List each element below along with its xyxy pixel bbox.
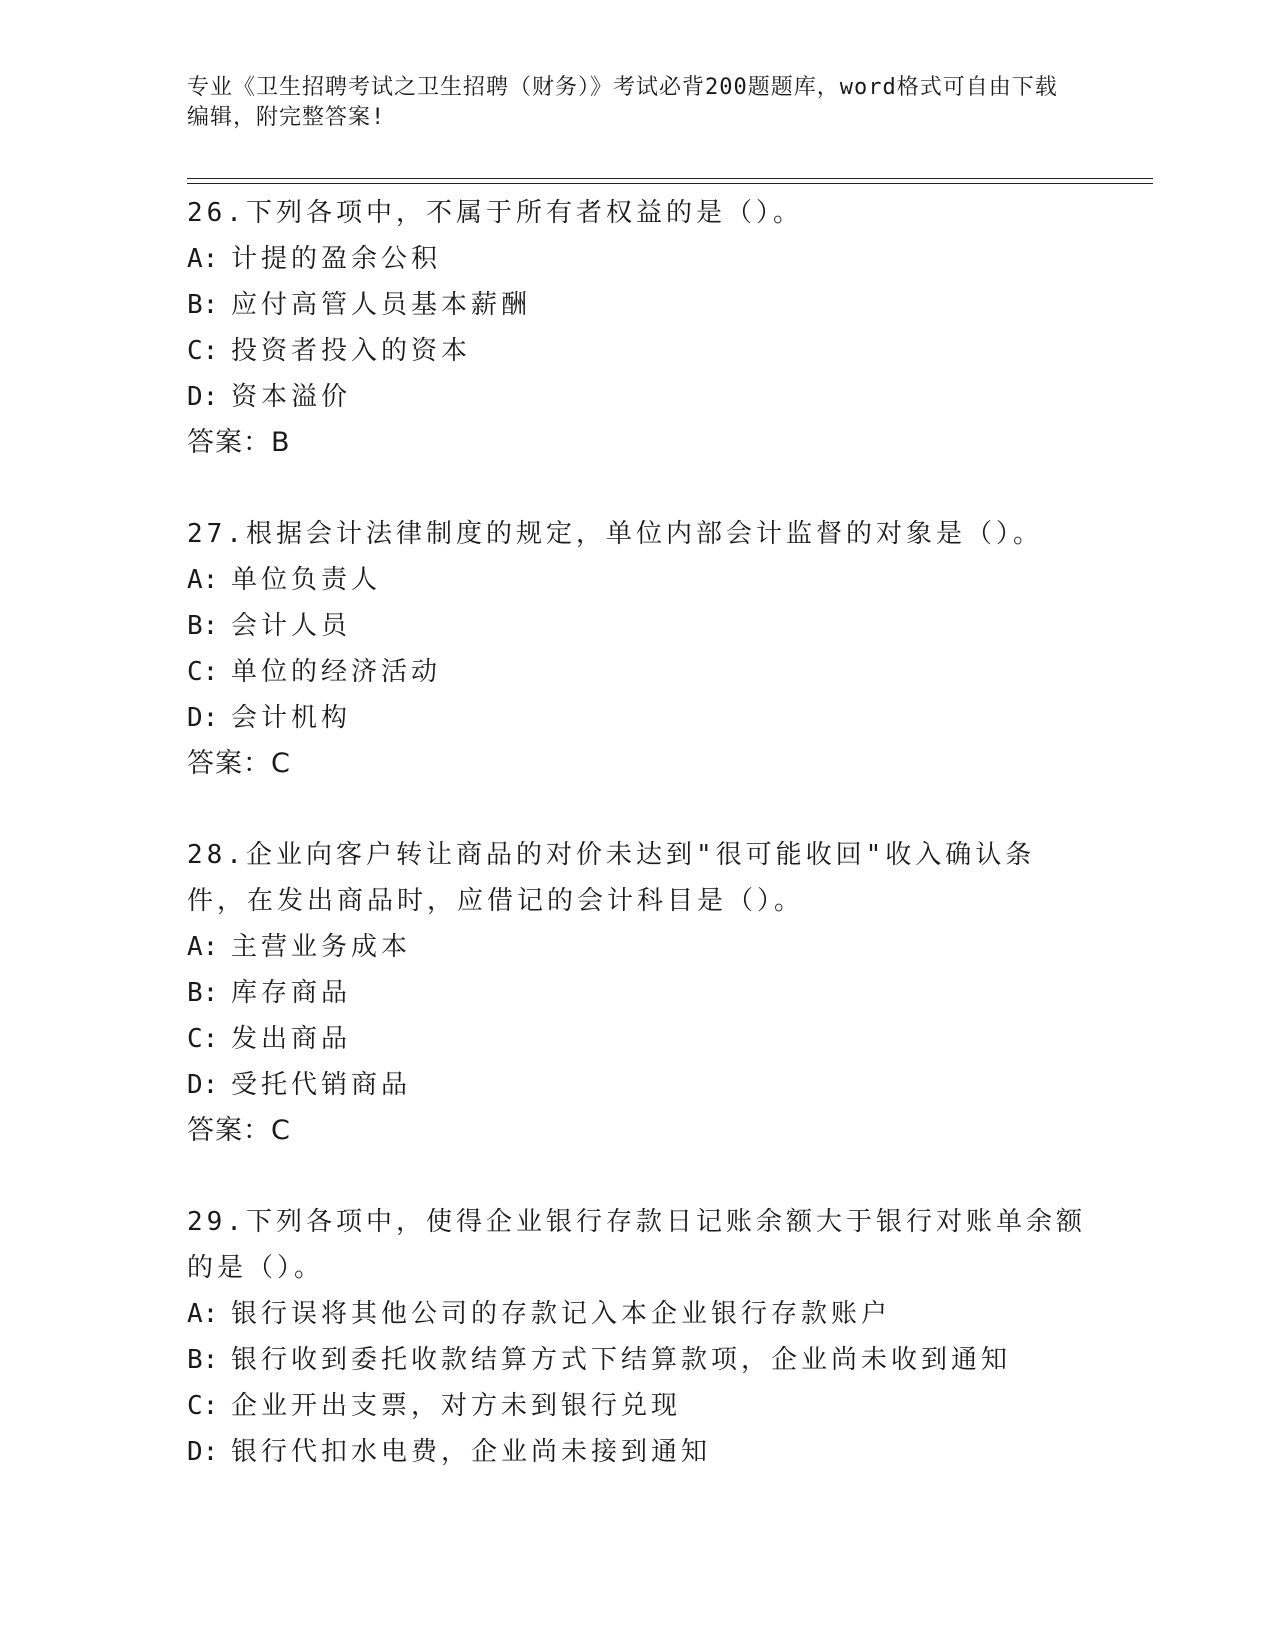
option-b bbox=[187, 603, 1087, 649]
option-c bbox=[187, 649, 1087, 695]
option-text: 单位的经济活动 bbox=[231, 657, 442, 687]
question-stem: 26.下列各项中，不属于所有者权益的是（）。 bbox=[187, 198, 803, 228]
option-letter: C: bbox=[187, 1391, 219, 1421]
option-letter: D: bbox=[187, 1437, 219, 1467]
option-letter: C: bbox=[187, 1024, 219, 1054]
question-27 bbox=[187, 511, 1087, 787]
option-text: 银行代扣水电费，企业尚未接到通知 bbox=[231, 1437, 712, 1467]
question-26 bbox=[187, 190, 1087, 466]
question-28 bbox=[187, 832, 1087, 1154]
option-text: 银行收到委托收款结算方式下结算款项，企业尚未收到通知 bbox=[231, 1345, 1012, 1375]
option-letter: C: bbox=[187, 657, 219, 687]
option-letter: B: bbox=[187, 1345, 219, 1375]
option-text: 投资者投入的资本 bbox=[231, 336, 472, 366]
option-letter: B: bbox=[187, 978, 219, 1008]
option-text: 会计人员 bbox=[231, 611, 352, 641]
option-letter: D: bbox=[187, 382, 219, 412]
answer-line: 答案：C bbox=[187, 748, 291, 779]
option-text: 应付高管人员基本薪酬 bbox=[231, 290, 532, 320]
option-a bbox=[187, 557, 1087, 603]
option-text: 主营业务成本 bbox=[231, 932, 412, 962]
question-stem: 29.下列各项中，使得企业银行存款日记账余额大于银行对账单余额的是（）。 bbox=[187, 1207, 1086, 1283]
option-letter: B: bbox=[187, 611, 219, 641]
option-text: 发出商品 bbox=[231, 1024, 352, 1054]
option-text: 单位负责人 bbox=[231, 565, 382, 595]
header-divider-top bbox=[187, 178, 1153, 179]
option-letter: A: bbox=[187, 244, 219, 274]
option-text: 计提的盈余公积 bbox=[231, 244, 442, 274]
option-b bbox=[187, 1337, 1087, 1383]
option-a bbox=[187, 924, 1087, 970]
option-letter: C: bbox=[187, 336, 219, 366]
option-letter: A: bbox=[187, 932, 219, 962]
option-text: 受托代销商品 bbox=[231, 1070, 412, 1100]
option-text: 会计机构 bbox=[231, 703, 352, 733]
option-c bbox=[187, 328, 1087, 374]
option-text: 资本溢价 bbox=[231, 382, 352, 412]
answer-line: 答案：C bbox=[187, 1115, 291, 1146]
option-b bbox=[187, 282, 1087, 328]
option-d bbox=[187, 1429, 1087, 1475]
option-letter: A: bbox=[187, 565, 219, 595]
option-letter: D: bbox=[187, 703, 219, 733]
header-divider-bottom bbox=[187, 183, 1153, 184]
document-header: 专业《卫生招聘考试之卫生招聘（财务）》考试必背200题题库，word格式可自由下载编辑，附完整答案! bbox=[187, 75, 1058, 130]
option-letter: D: bbox=[187, 1070, 219, 1100]
option-a bbox=[187, 1291, 1087, 1337]
answer-line: 答案：B bbox=[187, 427, 291, 458]
question-list bbox=[187, 190, 1087, 1520]
option-text: 企业开出支票，对方未到银行兑现 bbox=[231, 1391, 682, 1421]
option-d bbox=[187, 374, 1087, 420]
option-d bbox=[187, 1062, 1087, 1108]
option-a bbox=[187, 236, 1087, 282]
option-c bbox=[187, 1383, 1087, 1429]
question-stem: 27.根据会计法律制度的规定，单位内部会计监督的对象是（）。 bbox=[187, 519, 1043, 549]
option-letter: A: bbox=[187, 1299, 219, 1329]
question-stem: 28.企业向客户转让商品的对价未达到"很可能收回"收入确认条件，在发出商品时，应借记的会计科目是（）。 bbox=[187, 840, 1036, 916]
question-29 bbox=[187, 1199, 1087, 1475]
option-d bbox=[187, 695, 1087, 741]
option-letter: B: bbox=[187, 290, 219, 320]
option-c bbox=[187, 1016, 1087, 1062]
option-text: 银行误将其他公司的存款记入本企业银行存款账户 bbox=[231, 1299, 892, 1329]
option-b bbox=[187, 970, 1087, 1016]
option-text: 库存商品 bbox=[231, 978, 352, 1008]
